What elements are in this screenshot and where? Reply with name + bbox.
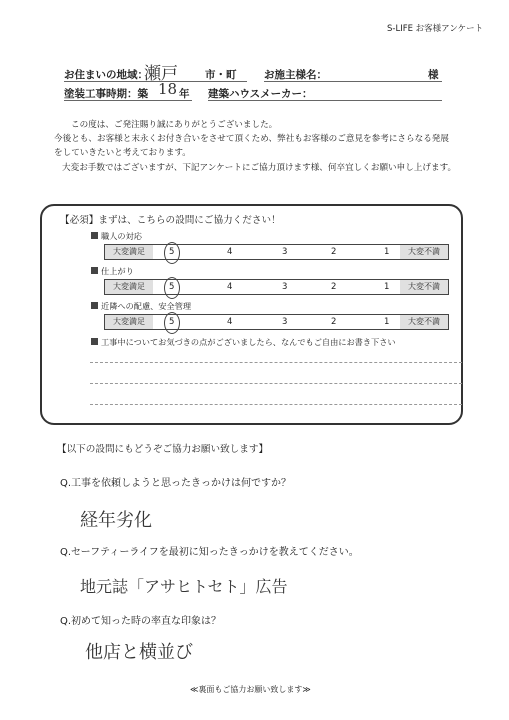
scale-left-label: 大変満足 — [105, 245, 153, 259]
comment-line-2[interactable] — [90, 383, 462, 384]
rating-option-3[interactable]: 3 — [282, 247, 288, 257]
residence-label: お住まいの地域： — [64, 69, 148, 81]
item-label-3 — [91, 301, 191, 312]
residence-value[interactable]: 瀬戸 — [144, 64, 178, 84]
comments-label-text: 工事中についてお気づきの点がございましたら、なんでもご自由にお書き下さい — [101, 337, 396, 347]
work-period-value[interactable]: 18 — [158, 80, 178, 98]
scale-left-label: 大変満足 — [105, 280, 153, 294]
rating-number: 5 — [169, 317, 175, 327]
intro-line-1: この度は、ご発注賜り誠にありがとうございました。 — [71, 120, 278, 130]
scale-right-label: 大変不満 — [400, 245, 448, 259]
scale-left-label: 大変満足 — [105, 315, 153, 329]
client-suffix: 様 — [428, 69, 439, 81]
rating-option-1[interactable]: 1 — [384, 282, 390, 292]
rating-option-2[interactable]: 2 — [331, 317, 337, 327]
item-label-1-text: 職人の対応 — [101, 231, 142, 241]
item-label-3-text: 近隣への配慮、安全管理 — [101, 301, 192, 311]
client-label: お施主様名： — [264, 69, 327, 81]
work-period-label: 塗装工事時期：築 — [64, 88, 148, 100]
year-suffix: 年 — [179, 88, 190, 100]
answer-3[interactable]: 他店と横並び — [85, 642, 193, 663]
rating-option-1[interactable]: 1 — [384, 317, 390, 327]
question-1: Q.工事を依頼しようと思ったきっかけは何ですか？ — [60, 478, 292, 489]
residence-underline — [64, 81, 247, 82]
selected-circle-mark — [164, 242, 180, 264]
selected-circle-mark — [164, 312, 180, 334]
bullet-square-icon — [91, 338, 98, 345]
rating-option-5[interactable] — [169, 245, 174, 259]
rating-option-5[interactable] — [169, 280, 174, 294]
rating-option-2[interactable]: 2 — [331, 282, 337, 292]
rating-option-3[interactable]: 3 — [282, 282, 288, 292]
bullet-square-icon — [91, 232, 98, 239]
rating-number: 5 — [169, 282, 175, 292]
builder-label: 建築ハウスメーカー： — [208, 88, 313, 100]
rating-option-5[interactable] — [169, 315, 174, 329]
selected-circle-mark — [164, 277, 180, 299]
rating-option-3[interactable]: 3 — [282, 317, 288, 327]
rating-option-4[interactable]: 4 — [227, 247, 233, 257]
scale-right-label: 大変不満 — [400, 280, 448, 294]
comment-line-3[interactable] — [90, 404, 462, 405]
comments-label — [91, 337, 396, 348]
city-suffix: 市・町 — [205, 69, 237, 81]
footer-note: ≪裏面もご協力お願い致します≫ — [190, 685, 311, 694]
rating-scale-1 — [104, 244, 449, 260]
question-2: Q.セーフティーライフを最初に知ったきっかけを教えてください。 — [60, 547, 359, 558]
optional-section-header: 【以下の設問にもどうぞご協力お願い致します】 — [57, 444, 269, 455]
answer-2[interactable]: 地元誌「アサヒトセト」広告 — [80, 577, 288, 596]
question-3: Q.初めて知った時の率直な印象は？ — [60, 616, 222, 627]
intro-line-2: 今後とも、お客様と末永くお付き合いをさせて頂くため、弊社もお客様のご意見を参考にさらなる発展 — [54, 134, 449, 144]
item-label-2-text: 仕上がり — [101, 266, 134, 276]
rating-number: 5 — [169, 247, 175, 257]
item-label-1 — [91, 231, 142, 242]
bullet-square-icon — [91, 302, 98, 309]
item-label-2 — [91, 266, 134, 277]
bullet-square-icon — [91, 267, 98, 274]
intro-line-3: をしていきたいと考えております。 — [54, 148, 191, 158]
comment-line-1[interactable] — [90, 362, 462, 363]
rating-scale-2 — [104, 279, 449, 295]
survey-header: S-LIFE お客様アンケート — [387, 24, 484, 34]
work-period-underline — [64, 100, 192, 101]
rating-option-1[interactable]: 1 — [384, 247, 390, 257]
rating-scale-3 — [104, 314, 449, 330]
rating-option-4[interactable]: 4 — [227, 282, 233, 292]
client-underline — [264, 81, 442, 82]
answer-1[interactable]: 経年劣化 — [80, 510, 152, 531]
intro-line-4: 大変お手数ではございますが、下記アンケートにご協力頂けます様、何卒宜しくお願い申し上げます。 — [62, 163, 457, 173]
rating-option-2[interactable]: 2 — [331, 247, 337, 257]
builder-underline — [208, 100, 442, 101]
required-box-title: 【必須】まずは、こちらの設問にご協力ください！ — [60, 215, 281, 226]
scale-right-label: 大変不満 — [400, 315, 448, 329]
rating-option-4[interactable]: 4 — [227, 317, 233, 327]
